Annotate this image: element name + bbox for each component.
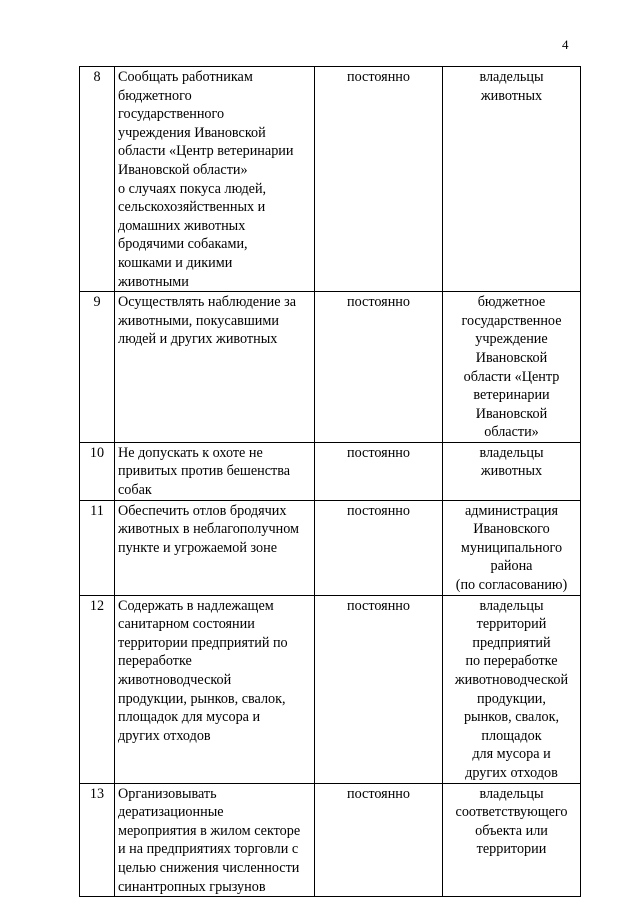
measure-text: Обеспечить отлов бродячих животных в неблагополучном пункте и угрожаемой зоне [115, 500, 315, 595]
measures-table [79, 66, 581, 897]
row-number: 9 [80, 292, 115, 443]
responsible-cell: владельцы животных [443, 67, 581, 292]
deadline-cell: постоянно [315, 292, 443, 443]
deadline-cell: постоянно [315, 500, 443, 595]
row-number: 12 [80, 595, 115, 783]
responsible-cell: владельцы территорий предприятий по переработке животноводческой продукции, рынков, свалок, площадок для мусора и других отходов [443, 595, 581, 783]
table-row [80, 783, 581, 897]
responsible-cell: владельцы соответствующего объекта или территории [443, 783, 581, 897]
row-number: 11 [80, 500, 115, 595]
measure-text: Организовывать дератизационные мероприятия в жилом секторе и на предприятиях торговли с целью снижения численности синантропных грызунов [115, 783, 315, 897]
deadline-cell: постоянно [315, 783, 443, 897]
measure-text: Осуществлять наблюдение за животными, покусавшими людей и других животных [115, 292, 315, 443]
table-row [80, 67, 581, 292]
measure-text: Сообщать работникам бюджетного государственного учреждения Ивановской области «Центр ветеринарии Ивановской области» о случаях покуса людей, сельскохозяйственных и домашних животных бродячими собаками, кошками и дикими животными [115, 67, 315, 292]
responsible-cell: владельцы животных [443, 442, 581, 500]
deadline-cell: постоянно [315, 595, 443, 783]
page-number: 4 [562, 37, 569, 52]
measure-text: Содержать в надлежащем санитарном состоянии территории предприятий по переработке животноводческой продукции, рынков, свалок, площадок для мусора и других отходов [115, 595, 315, 783]
measure-text: Не допускать к охоте не привитых против бешенства собак [115, 442, 315, 500]
table-row [80, 292, 581, 443]
row-number: 13 [80, 783, 115, 897]
table-row [80, 595, 581, 783]
row-number: 10 [80, 442, 115, 500]
responsible-cell: бюджетное государственное учреждение Ивановской области «Центр ветеринарии Ивановской области» [443, 292, 581, 443]
responsible-cell: администрация Ивановского муниципального района (по согласованию) [443, 500, 581, 595]
table-row [80, 500, 581, 595]
table-row [80, 442, 581, 500]
row-number: 8 [80, 67, 115, 292]
deadline-cell: постоянно [315, 442, 443, 500]
deadline-cell: постоянно [315, 67, 443, 292]
